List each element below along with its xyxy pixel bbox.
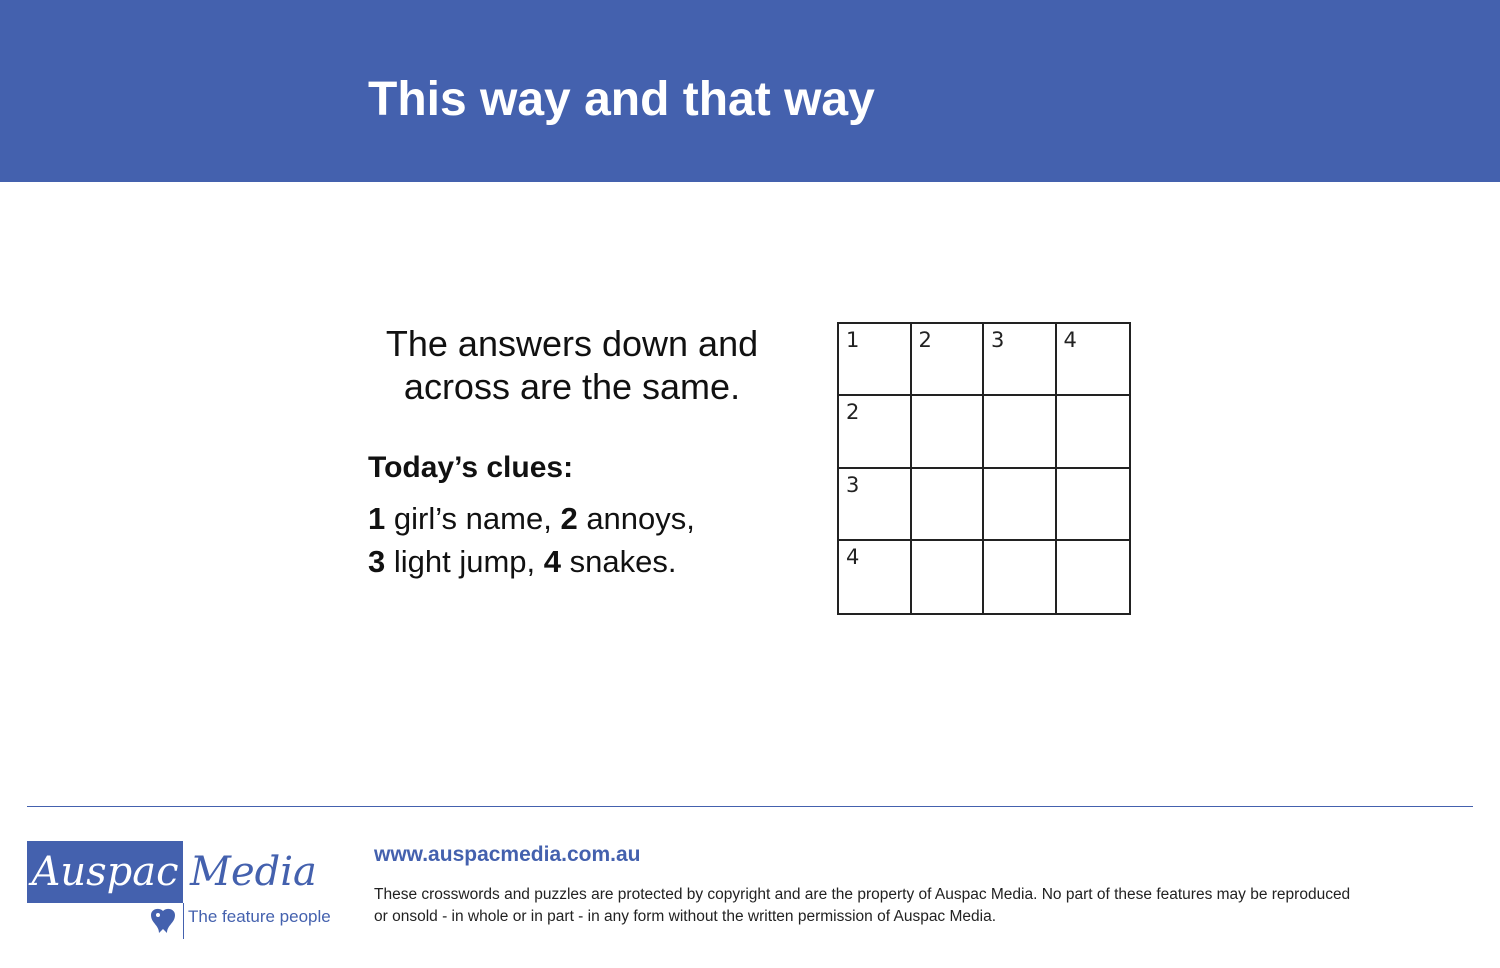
grid-cell-r3c3[interactable] <box>984 469 1057 541</box>
cell-clue-number: 1 <box>846 328 860 352</box>
clues-list <box>368 497 695 583</box>
grid-cell-r3c1[interactable] <box>839 469 912 541</box>
instructions-line-2: across are the same. <box>403 366 741 407</box>
clue-number: 4 <box>543 544 562 579</box>
grid-cell-r2c4[interactable] <box>1057 396 1130 468</box>
header-banner <box>0 0 1500 182</box>
copyright-line-1: These crosswords and puzzles are protected by copyright and are the property of Auspac Media. No part of these features may be reproduced <box>374 886 1351 903</box>
logo-media-text: Media <box>190 849 317 895</box>
cell-clue-number: 3 <box>991 328 1005 352</box>
grid-cell-r1c2[interactable] <box>912 324 985 396</box>
clue-text: girl’s name, <box>393 501 552 536</box>
puzzle-instructions <box>366 322 778 408</box>
copyright-line-2: or onsold - in whole or in part - in any form without the written permission of Auspac Media. <box>374 908 997 925</box>
clues-line-1 <box>368 497 695 540</box>
auspac-media-logo <box>27 841 331 941</box>
grid-cell-r3c4[interactable] <box>1057 469 1130 541</box>
grid-cell-r2c1[interactable] <box>839 396 912 468</box>
clue-number: 1 <box>368 501 386 536</box>
cell-clue-number: 4 <box>846 544 860 569</box>
grid-cell-r1c4[interactable] <box>1057 324 1130 396</box>
grid-cell-r2c3[interactable] <box>984 396 1057 468</box>
clues-line-2 <box>368 540 695 583</box>
logo-mark-icon <box>147 905 179 937</box>
grid-cell-r1c1[interactable] <box>839 324 912 396</box>
website-link[interactable]: www.auspacmedia.com.au <box>374 843 641 866</box>
grid-cell-r4c4[interactable] <box>1057 541 1130 613</box>
clue-text: snakes. <box>569 544 677 579</box>
logo-tagline: The feature people <box>188 907 331 926</box>
cell-clue-number: 4 <box>1063 328 1077 352</box>
grid-cell-r4c3[interactable] <box>984 541 1057 613</box>
clues-heading: Today’s clues: <box>368 451 574 484</box>
grid-cell-r4c1[interactable] <box>839 541 912 613</box>
instructions-line-1: The answers down and <box>385 323 759 364</box>
footer-divider <box>27 806 1473 807</box>
clue-text: light jump, <box>393 544 536 579</box>
grid-cell-r1c3[interactable] <box>984 324 1057 396</box>
grid-cell-r4c2[interactable] <box>912 541 985 613</box>
cell-clue-number: 2 <box>918 328 932 352</box>
clue-number: 2 <box>560 501 578 536</box>
clue-number: 3 <box>368 544 386 579</box>
grid-cell-r2c2[interactable] <box>912 396 985 468</box>
logo-auspac-box: Auspac <box>27 841 183 903</box>
cell-clue-number: 2 <box>846 400 860 425</box>
crossword-grid <box>837 322 1131 615</box>
logo-divider <box>183 903 184 939</box>
grid-cell-r3c2[interactable] <box>912 469 985 541</box>
clue-text: annoys, <box>586 501 695 536</box>
copyright-notice <box>374 884 1474 928</box>
page-title: This way and that way <box>368 73 875 126</box>
cell-clue-number: 3 <box>846 472 860 497</box>
